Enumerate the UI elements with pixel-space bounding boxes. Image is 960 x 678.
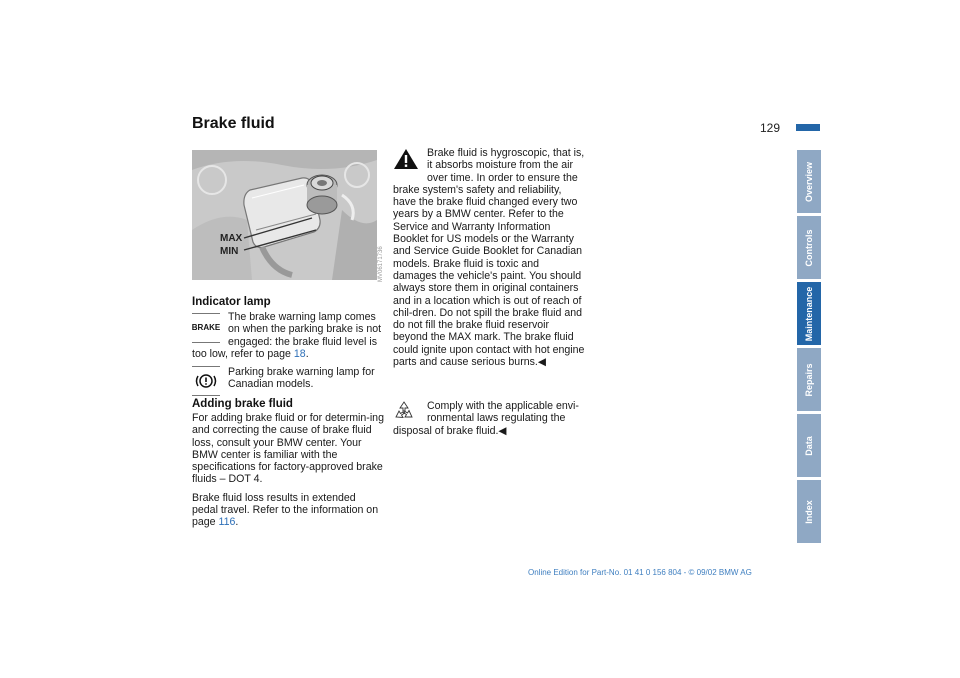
photo-code-text: MV06171736 [378, 246, 384, 282]
indicator-lamp-section [192, 296, 382, 396]
adding-p2-end: . [235, 516, 239, 529]
tab-data[interactable] [797, 414, 821, 477]
adding-p2-text: Brake fluid loss results in extended pedal travel. Refer to the information on page [192, 491, 379, 529]
indicator-paragraph [192, 311, 382, 360]
tab-label: Data [804, 435, 814, 456]
warning-note [393, 147, 585, 368]
adding-paragraph-2 [192, 492, 384, 529]
tab-label: Overview [804, 161, 814, 202]
tab-label: Index [804, 499, 814, 524]
tab-label: Maintenance [804, 286, 814, 341]
brake-icon-text: BRAKE [191, 322, 221, 332]
min-label: MIN [220, 246, 239, 257]
page-title: Brake fluid [192, 115, 275, 132]
parking-brake-paragraph [192, 366, 382, 396]
reservoir-illustration [192, 150, 377, 280]
tab-repairs[interactable] [797, 348, 821, 411]
parking-brake-text: Parking brake warning lamp for Canadian models. [228, 366, 375, 391]
tab-label: Repairs [804, 362, 814, 397]
indicator-text: The brake warning lamp comes on when the parking brake is not engaged: the brake fluid level is too low, refer to page [192, 311, 382, 360]
footer-edition-note: Online Edition for Part-No. 01 41 0 156 804 - © 09/02 BMW AG [528, 568, 752, 577]
brake-fluid-reservoir-photo [192, 150, 377, 280]
max-label: MAX [220, 233, 243, 244]
indicator-lamp-heading: Indicator lamp [192, 296, 271, 308]
brake-warning-icon [192, 313, 220, 343]
warning-triangle-icon [393, 147, 419, 171]
page-116-link[interactable]: 116 [218, 516, 236, 529]
environment-text: Comply with the applicable envi-ronmental laws regulating the disposal of brake fluid.◀ [393, 400, 579, 437]
tab-label: Controls [804, 229, 814, 266]
recycling-icon [393, 400, 417, 424]
tab-controls[interactable] [797, 216, 821, 279]
page-18-link[interactable]: 18 [293, 347, 306, 360]
page-number: 129 [760, 121, 781, 135]
parking-brake-icon [192, 366, 220, 396]
adding-brake-fluid-section [192, 398, 384, 529]
indicator-text-end: . [305, 347, 309, 360]
photo-code [378, 230, 388, 282]
warning-text: Brake fluid is hygroscopic, that is, it absorbs moisture from the air over time. In order to ensure the brake system's safety and reliability, have the brake fluid changed every two years by a BMW center. Refer to the Service and Warranty Information Booklet for US models or the Warranty and Service Guide Booklet for Canadian models. Brake fluid is toxic and damages the vehicle's paint. You should always store them in original containers and in a location which is out of reach of chil-dren. Do not spill the brake fluid and do not fill the brake fluid reservoir beyond the MAX mark. The brake fluid could ignite upon contact with hot engine parts and cause serious burns.◀ [393, 147, 585, 369]
tab-overview[interactable] [797, 150, 821, 213]
tab-maintenance[interactable] [797, 282, 821, 345]
page-marker [796, 124, 820, 131]
adding-paragraph-1: For adding brake fluid or for determin-ing and correcting the cause of brake fluid loss, consult your BMW center. Your BMW center is familiar with the specifications for factory-approved brake fluids – DOT 4. [192, 412, 384, 486]
environment-note [393, 400, 585, 437]
adding-brake-fluid-heading: Adding brake fluid [192, 398, 293, 410]
tab-index[interactable] [797, 480, 821, 543]
